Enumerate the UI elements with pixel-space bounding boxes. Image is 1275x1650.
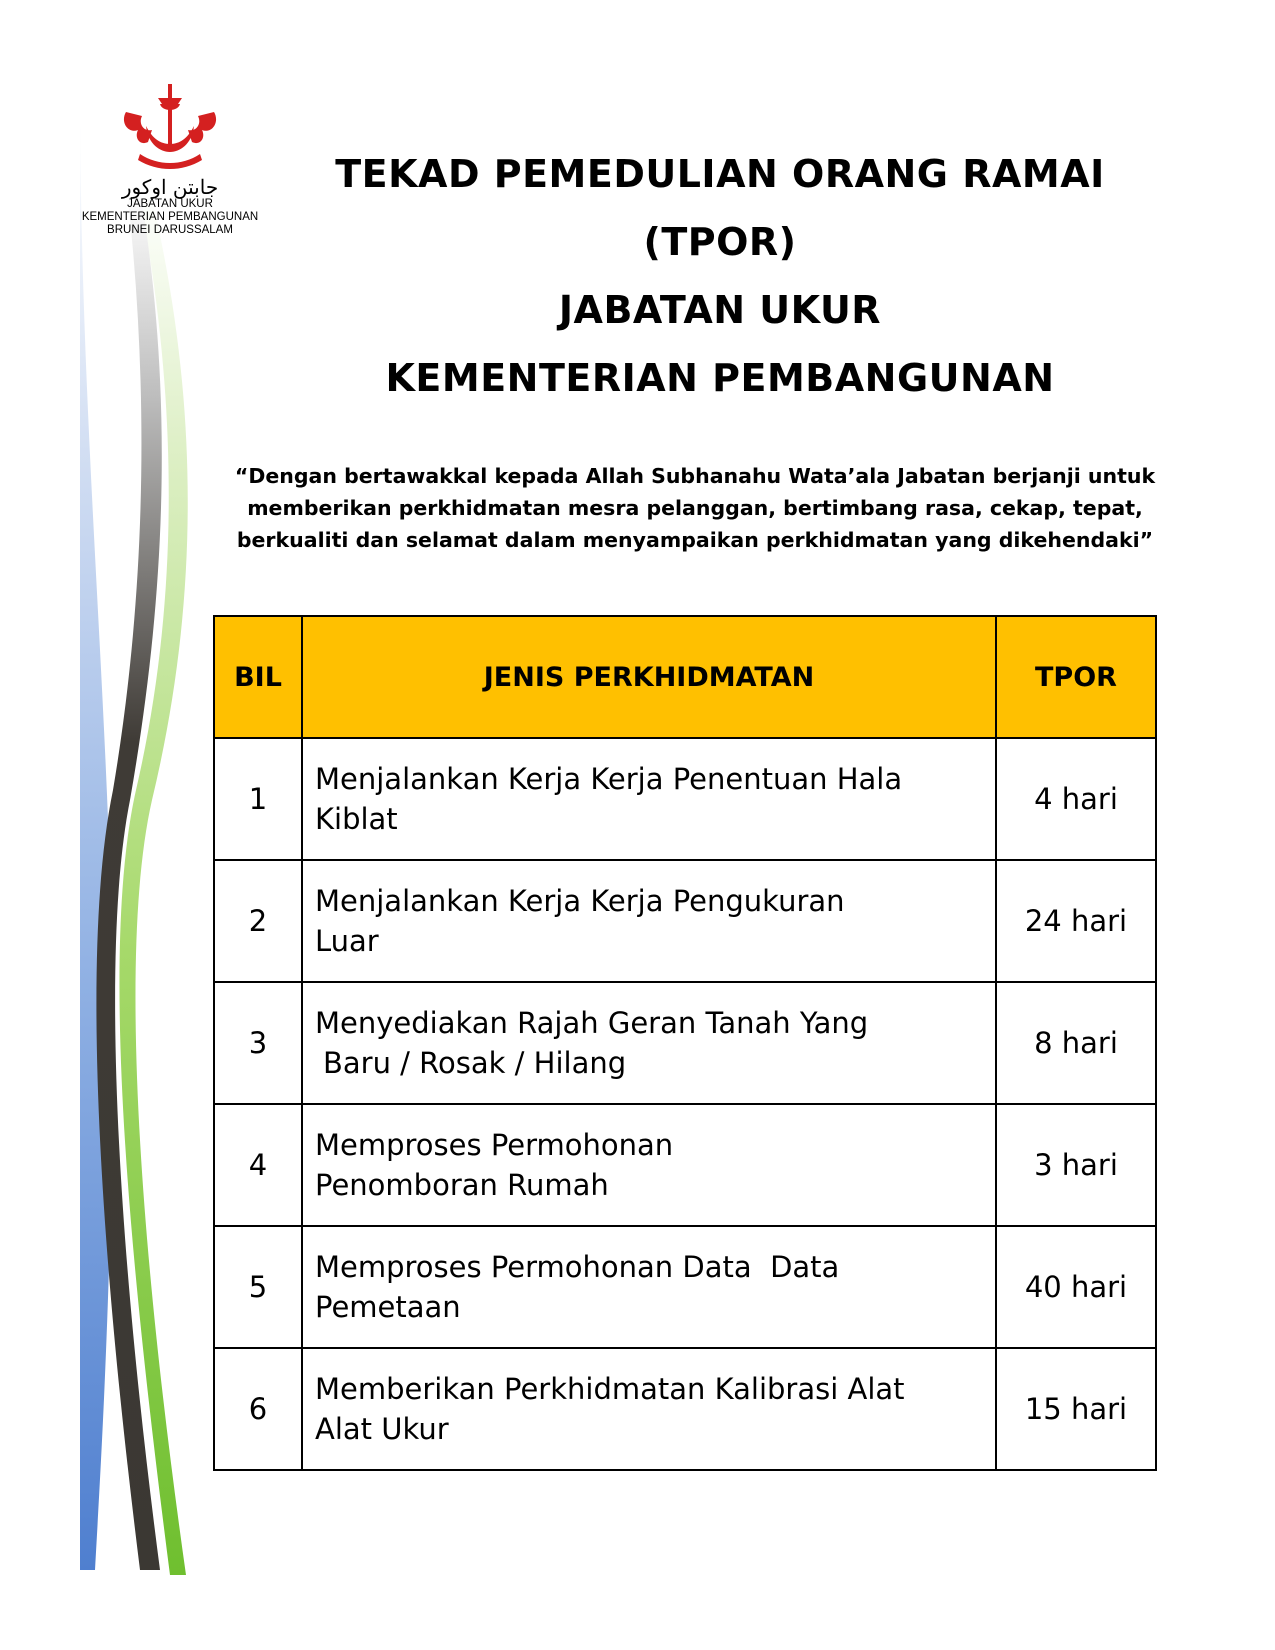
table-row bbox=[214, 738, 1156, 860]
tpor-duration: 24 hari bbox=[996, 860, 1156, 982]
pledge-statement bbox=[215, 460, 1175, 556]
table-row bbox=[214, 982, 1156, 1104]
service-name bbox=[302, 1226, 996, 1348]
row-number: 4 bbox=[214, 1104, 302, 1226]
logo-line-3: BRUNEI DARUSSALAM bbox=[107, 224, 233, 236]
title-line-3: JABATAN UKUR bbox=[558, 288, 882, 332]
row-number: 3 bbox=[214, 982, 302, 1104]
tpor-duration: 40 hari bbox=[996, 1226, 1156, 1348]
tpor-duration: 15 hari bbox=[996, 1348, 1156, 1470]
pledge-line-3: berkualiti dan selamat dalam menyampaikan perkhidmatan yang dikehendaki” bbox=[236, 528, 1154, 552]
table-row bbox=[214, 860, 1156, 982]
service-name bbox=[302, 1348, 996, 1470]
tpor-duration: 8 hari bbox=[996, 982, 1156, 1104]
service-line-1: Memproses Permohonan bbox=[315, 1128, 674, 1162]
logo-line-1: JABATAN UKUR bbox=[127, 198, 213, 210]
table-row bbox=[214, 1348, 1156, 1470]
service-line-1: Menjalankan Kerja Kerja Pengukuran bbox=[315, 884, 845, 918]
service-name bbox=[302, 1104, 996, 1226]
logo-jawi-text: جابتن اوكور bbox=[121, 175, 219, 199]
title-line-2: (TPOR) bbox=[643, 220, 797, 264]
table-row bbox=[214, 1104, 1156, 1226]
service-line-2: Alat Ukur bbox=[315, 1412, 449, 1446]
service-name bbox=[302, 860, 996, 982]
header-tpor: TPOR bbox=[996, 616, 1156, 738]
table-row bbox=[214, 1226, 1156, 1348]
header-jenis-perkhidmatan: JENIS PERKHIDMATAN bbox=[302, 616, 996, 738]
department-logo bbox=[60, 82, 280, 237]
service-line-1: Memberikan Perkhidmatan Kalibrasi Alat bbox=[315, 1372, 905, 1406]
service-line-1: Menyediakan Rajah Geran Tanah Yang bbox=[315, 1006, 869, 1040]
service-line-2: Baru / Rosak / Hilang bbox=[323, 1046, 627, 1080]
service-line-2: Kiblat bbox=[315, 802, 398, 836]
page-title bbox=[280, 140, 1160, 412]
title-line-1: TEKAD PEMEDULIAN ORANG RAMAI bbox=[335, 152, 1105, 196]
title-line-4: KEMENTERIAN PEMBANGUNAN bbox=[385, 356, 1055, 400]
service-name bbox=[302, 982, 996, 1104]
logo-line-2: KEMENTERIAN PEMBANGUNAN bbox=[81, 211, 259, 223]
service-line-2: Pemetaan bbox=[315, 1290, 461, 1324]
service-line-2: Penomboran Rumah bbox=[315, 1168, 609, 1202]
services-table bbox=[213, 615, 1157, 1471]
service-line-1: Menjalankan Kerja Kerja Penentuan Hala bbox=[315, 762, 903, 796]
tpor-duration: 3 hari bbox=[996, 1104, 1156, 1226]
row-number: 1 bbox=[214, 738, 302, 860]
row-number: 6 bbox=[214, 1348, 302, 1470]
brunei-crest-icon bbox=[118, 82, 222, 174]
header-bil: BIL bbox=[214, 616, 302, 738]
service-name bbox=[302, 738, 996, 860]
service-line-1: Memproses Permohonan Data Data bbox=[315, 1250, 840, 1284]
pledge-line-2: memberikan perkhidmatan mesra pelanggan, bertimbang rasa, cekap, tepat, bbox=[247, 496, 1143, 520]
table-header-row bbox=[214, 616, 1156, 738]
row-number: 5 bbox=[214, 1226, 302, 1348]
service-line-2: Luar bbox=[315, 924, 379, 958]
pledge-line-1: “Dengan bertawakkal kepada Allah Subhanahu Wata’ala Jabatan berjanji untuk bbox=[234, 464, 1156, 488]
row-number: 2 bbox=[214, 860, 302, 982]
tpor-duration: 4 hari bbox=[996, 738, 1156, 860]
